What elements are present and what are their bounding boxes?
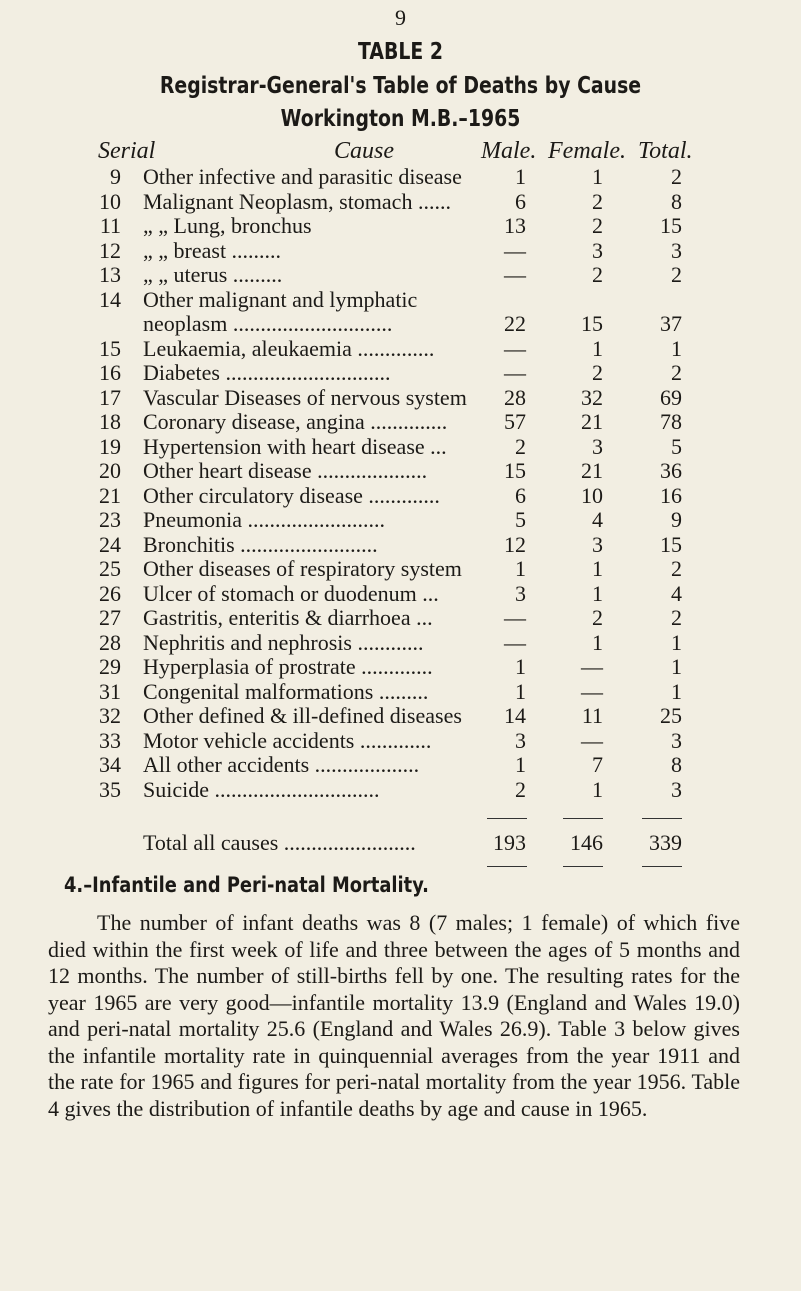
header-female: Female. <box>548 138 626 164</box>
female-cell: 21 <box>581 409 603 434</box>
total-cell: 15 <box>660 213 682 238</box>
total-cell: 69 <box>660 384 682 410</box>
rule <box>642 818 682 819</box>
serial-cell: 28 <box>99 629 121 655</box>
male-cell: 1 <box>515 678 526 704</box>
serial-cell: 16 <box>99 360 121 385</box>
serial-cell: 15 <box>99 335 121 361</box>
serial-cell: 29 <box>99 654 121 679</box>
section-heading: 4.–Infantile and Peri-natal Mortality. <box>64 873 429 897</box>
male-cell: 13 <box>504 213 526 238</box>
cause-cell: Coronary disease, angina .............. <box>143 409 448 434</box>
male-cell: — <box>504 237 526 263</box>
male-cell: 2 <box>515 776 526 802</box>
table-row <box>0 410 801 434</box>
female-cell: 2 <box>592 262 603 287</box>
male-cell: 1 <box>515 654 526 679</box>
male-cell: — <box>504 629 526 655</box>
female-cell: 1 <box>592 335 603 361</box>
male-cell: 5 <box>515 507 526 532</box>
male-cell: 57 <box>504 409 526 434</box>
total-cell: 1 <box>671 629 682 655</box>
total-cell: 3 <box>671 727 682 753</box>
cause-cell: Vascular Diseases of nervous system <box>143 384 467 410</box>
cause-cell: Other malignant and lymphatic <box>143 286 418 312</box>
table-row <box>0 753 801 777</box>
total-male: 193 <box>493 830 526 855</box>
cause-cell: Motor vehicle accidents ............. <box>143 727 432 753</box>
table-row <box>0 631 801 655</box>
male-cell: 2 <box>515 433 526 459</box>
male-cell: 22 <box>504 311 526 336</box>
cause-cell: Congenital malformations ......... <box>143 678 429 704</box>
serial-cell: 33 <box>99 727 121 753</box>
table-row <box>0 239 801 263</box>
cause-cell: Other defined & ill-defined diseases <box>143 703 462 728</box>
header-cause: Cause <box>334 138 394 164</box>
male-cell: 14 <box>504 703 526 728</box>
total-cell: 1 <box>671 654 682 679</box>
female-cell: 1 <box>592 776 603 802</box>
cause-cell: Bronchitis ......................... <box>143 531 378 557</box>
female-cell: 1 <box>592 580 603 606</box>
female-cell: 3 <box>592 433 603 459</box>
female-cell: 4 <box>592 507 603 532</box>
serial-cell: 9 <box>110 164 121 189</box>
serial-cell: 14 <box>99 286 121 312</box>
female-cell: — <box>581 678 603 704</box>
table-row <box>0 533 801 557</box>
table-row <box>0 190 801 214</box>
total-cell: 36 <box>660 458 682 483</box>
cause-cell: Gastritis, enteritis & diarrhoea ... <box>143 605 433 630</box>
table-row <box>0 508 801 532</box>
cause-cell-continued: neoplasm ............................. <box>143 311 393 336</box>
table-row <box>0 459 801 483</box>
total-row <box>0 831 801 855</box>
cause-cell: Malignant Neoplasm, stomach ...... <box>143 188 451 214</box>
cause-cell: Other heart disease .................... <box>143 458 428 483</box>
header-serial: Serial <box>98 138 156 164</box>
table-title: TABLE 2 <box>358 39 443 65</box>
serial-cell: 13 <box>99 262 121 287</box>
total-cell: 3 <box>671 237 682 263</box>
table-row <box>0 435 801 459</box>
cause-cell: Leukaemia, aleukaemia .............. <box>143 335 435 361</box>
total-cell: 15 <box>660 531 682 557</box>
male-cell: 1 <box>515 164 526 189</box>
serial-cell: 12 <box>99 237 121 263</box>
female-cell: — <box>581 654 603 679</box>
female-cell: 7 <box>592 752 603 777</box>
table-row <box>0 386 801 410</box>
cause-cell: Diabetes .............................. <box>143 360 391 385</box>
table-row <box>0 337 801 361</box>
female-cell: 15 <box>581 311 603 336</box>
serial-cell: 10 <box>99 188 121 214</box>
table-row <box>0 729 801 753</box>
rule <box>487 818 527 819</box>
cause-cell: „ „ breast ......... <box>143 237 282 263</box>
female-cell: 11 <box>581 703 603 728</box>
cause-cell: Other diseases of respiratory system <box>143 556 462 581</box>
cause-cell: „ „ uterus ......... <box>143 262 283 287</box>
body-paragraph: The number of infant deaths was 8 (7 males; 1 female) of which five died within the first week of life and three between the ages of 5 months and 12 months. The number of still-births fell by one. The resulting rates for the year 1965 are very good—infantile mortality 13.9 (England and Wales 19.0) and peri-natal mortality 25.6 (England and Wales 26.9). Table 3 below gives the infantile mortality rate in quinquennial averages from the year 1911 and the rate for 1965 and figures for peri-natal mortality from the year 1956. Table 4 gives the distribution of infantile deaths by age and cause in 1965. <box>48 910 740 1121</box>
male-cell: 6 <box>515 188 526 214</box>
total-cell: 2 <box>671 164 682 189</box>
total-cell: 5 <box>671 433 682 459</box>
header-male: Male. <box>481 138 537 164</box>
serial-cell: 32 <box>99 703 121 728</box>
table-row <box>0 655 801 679</box>
table-row <box>0 557 801 581</box>
table-row <box>0 165 801 189</box>
serial-cell: 19 <box>99 433 121 459</box>
cause-cell: Other circulatory disease ............. <box>143 482 440 508</box>
serial-cell: 34 <box>99 752 121 777</box>
total-cell: 3 <box>671 776 682 802</box>
table-subtitle: Registrar-General's Table of Deaths by Cause <box>159 73 642 99</box>
cause-cell: All other accidents ................... <box>143 752 420 777</box>
rule <box>487 866 527 867</box>
rule <box>563 818 603 819</box>
female-cell: 3 <box>592 237 603 263</box>
male-cell: 6 <box>515 482 526 508</box>
total-cell: 1 <box>671 335 682 361</box>
table-row <box>0 361 801 385</box>
serial-cell: 11 <box>99 213 121 238</box>
female-cell: 1 <box>592 629 603 655</box>
serial-cell: 24 <box>99 531 121 557</box>
serial-cell: 27 <box>99 605 121 630</box>
female-cell: 2 <box>592 188 603 214</box>
rule <box>563 866 603 867</box>
male-cell: 12 <box>504 531 526 557</box>
total-total: 339 <box>649 830 682 855</box>
male-cell: 3 <box>515 727 526 753</box>
male-cell: — <box>504 335 526 361</box>
table-row <box>0 263 801 287</box>
serial-cell: 21 <box>99 482 121 508</box>
table-row <box>0 680 801 704</box>
female-cell: 2 <box>592 605 603 630</box>
table-row <box>0 286 801 336</box>
female-cell: 10 <box>581 482 603 508</box>
female-cell: 3 <box>592 531 603 557</box>
header-total: Total. <box>638 138 693 164</box>
male-cell: — <box>504 605 526 630</box>
female-cell: 1 <box>592 556 603 581</box>
total-cell: 1 <box>671 678 682 704</box>
rule <box>642 866 682 867</box>
male-cell: 15 <box>504 458 526 483</box>
total-cell: 4 <box>671 580 682 606</box>
table-row <box>0 484 801 508</box>
female-cell: 32 <box>581 384 603 410</box>
table-row <box>0 704 801 728</box>
female-cell: 2 <box>592 360 603 385</box>
total-cell: 37 <box>660 311 682 336</box>
table-row <box>0 582 801 606</box>
total-female: 146 <box>570 830 603 855</box>
cause-cell: Hypertension with heart disease ... <box>143 433 447 459</box>
total-cell: 8 <box>671 752 682 777</box>
male-cell: 28 <box>504 384 526 410</box>
serial-cell: 31 <box>99 678 121 704</box>
male-cell: — <box>504 360 526 385</box>
cause-cell: Pneumonia ......................... <box>143 507 385 532</box>
total-cell: 2 <box>671 262 682 287</box>
female-cell: — <box>581 727 603 753</box>
cause-cell: Suicide .............................. <box>143 776 380 802</box>
table-row <box>0 606 801 630</box>
serial-cell: 20 <box>99 458 121 483</box>
cause-cell: „ „ Lung, bronchus <box>143 213 312 238</box>
serial-cell: 26 <box>99 580 121 606</box>
cause-cell: Ulcer of stomach or duodenum ... <box>143 580 439 606</box>
total-cell: 2 <box>671 360 682 385</box>
cause-cell: Nephritis and nephrosis ............ <box>143 629 424 655</box>
cause-cell: Other infective and parasitic disease <box>143 164 462 189</box>
table-row <box>0 778 801 802</box>
cause-cell: Hyperplasia of prostrate ............. <box>143 654 433 679</box>
total-cell: 2 <box>671 556 682 581</box>
total-cell: 78 <box>660 409 682 434</box>
female-cell: 2 <box>592 213 603 238</box>
total-label: Total all causes ........................ <box>143 830 416 855</box>
serial-cell: 23 <box>99 507 121 532</box>
total-cell: 25 <box>660 703 682 728</box>
total-cell: 9 <box>671 507 682 532</box>
serial-cell: 18 <box>99 409 121 434</box>
serial-cell: 25 <box>99 556 121 581</box>
table-location: Workington M.B.–1965 <box>280 106 521 132</box>
serial-cell: 35 <box>99 776 121 802</box>
page-number: 9 <box>395 5 406 30</box>
total-cell: 2 <box>671 605 682 630</box>
serial-cell: 17 <box>99 384 121 410</box>
female-cell: 21 <box>581 458 603 483</box>
total-cell: 16 <box>660 482 682 508</box>
female-cell: 1 <box>592 164 603 189</box>
table-row <box>0 214 801 238</box>
male-cell: — <box>504 262 526 287</box>
male-cell: 3 <box>515 580 526 606</box>
total-cell: 8 <box>671 188 682 214</box>
male-cell: 1 <box>515 556 526 581</box>
male-cell: 1 <box>515 752 526 777</box>
